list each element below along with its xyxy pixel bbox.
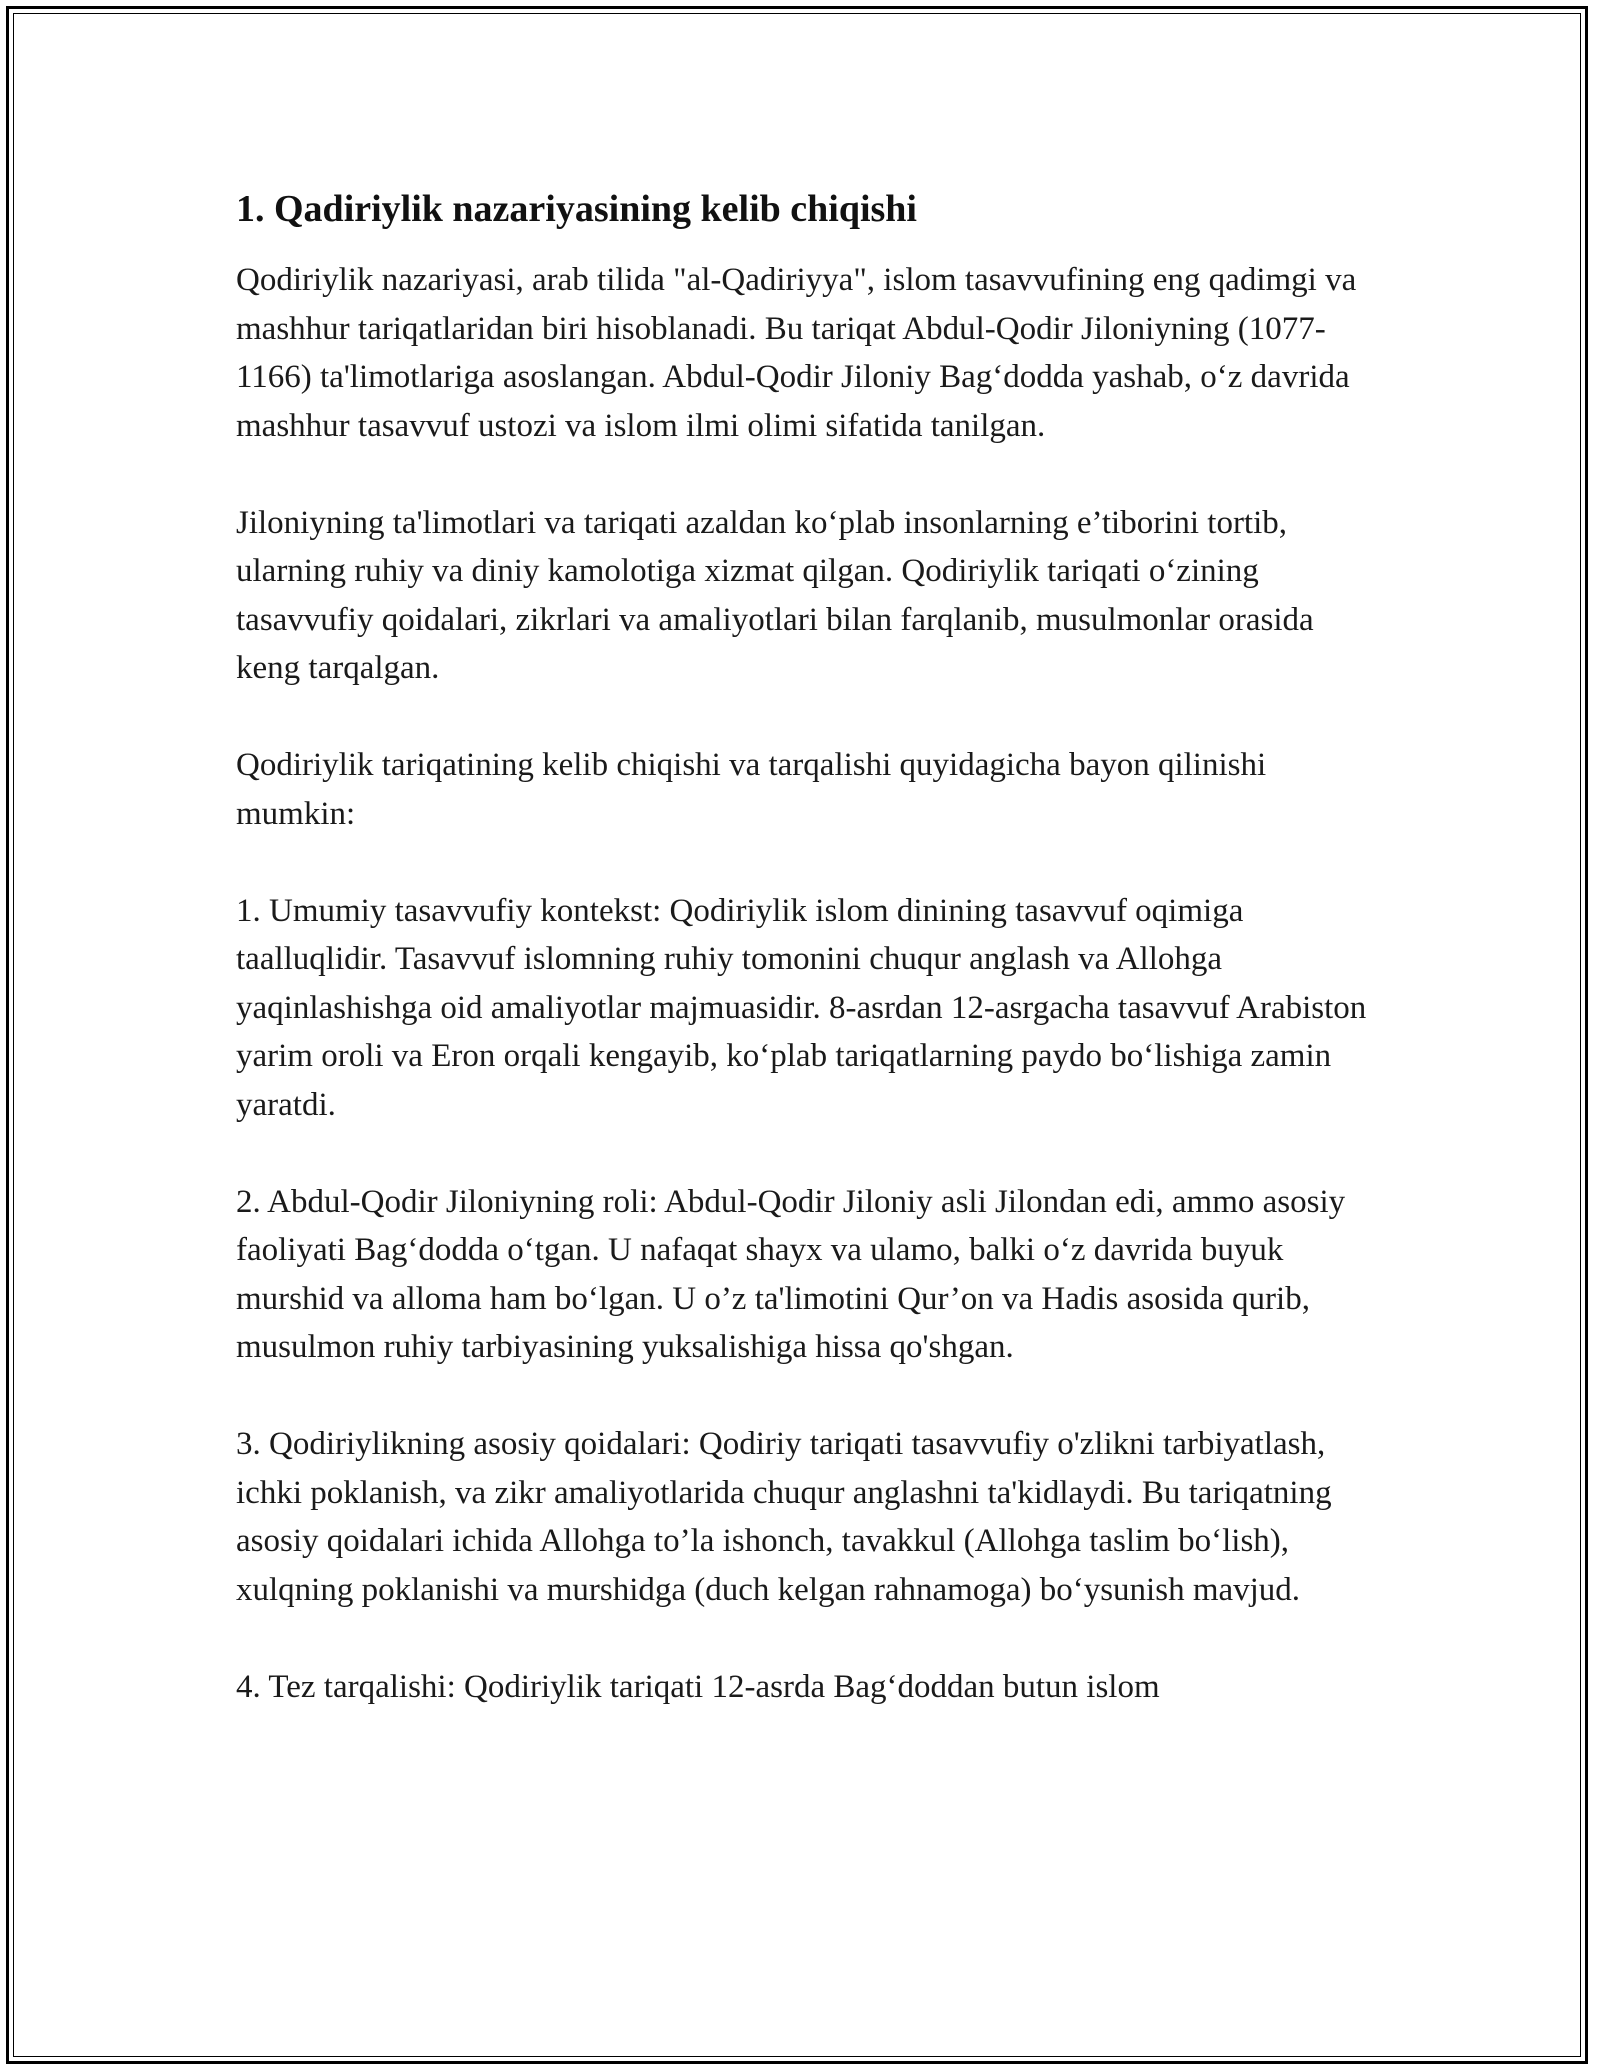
document-body: [236, 186, 1386, 1711]
list-item-general-context: 1. Umumiy tasavvufiy kontekst: Qodiriylik islom dinining tasavvuf oqimiga taalluqlidir. Tasavvuf islomning ruhiy tomonini chuqur anglash va Allohga yaqinlashishga oid amaliyotlar majmuasidir. 8-asrdan 12-asrgacha tasavvuf Arabiston yarim oroli va Eron orqali kengayib, ko‘plab tariqatlarning paydo bo‘lishiga zamin yaratdi.: [236, 892, 1367, 1123]
paragraph-jiloniy-teachings: Jiloniyning ta'limotlari va tariqati azaldan ko‘plab insonlarning e’tiborini tortib, ularning ruhiy va diniy kamolotiga xizmat qilgan. Qodiriylik tariqati o‘zining tasavvufiy qoidalari, zikrlari va amaliyotlari bilan farqlanib, musulmonlar orasida keng tarqalgan.: [236, 504, 1314, 686]
paragraph-intro: Qodiriylik nazariyasi, arab tilida "al-Qadiriyya", islom tasavvufining eng qadimgi va mashhur tariqatlaridan biri hisoblanadi. Bu tariqat Abdul-Qodir Jiloniyning (1077-1166) ta'limotlariga asoslangan. Abdul-Qodir Jiloniy Bag‘dodda yashab, o‘z davrida mashhur tasavvuf ustozi va islom ilmi olimi sifatida tanilgan.: [236, 262, 1357, 444]
list-item-rapid-spread: 4. Tez tarqalishi: Qodiriylik tariqati 12-asrda Bag‘doddan butun islom: [236, 1668, 1160, 1705]
list-item-main-rules: 3. Qodiriylikning asosiy qoidalari: Qodiriy tariqati tasavvufiy o'zlikni tarbiyatlash, ichki poklanish, va zikr amaliyotlarida chuqur anglashni ta'kidlaydi. Bu tariqatning asosiy qoidalari ichida Allohga to’la ishonch, tavakkul (Allohga taslim bo‘lish), xulqning poklanishi va murshidga (duch kelgan rahnamoga) bo‘ysunish mavjud.: [236, 1426, 1332, 1608]
list-item-jiloniy-role: 2. Abdul-Qodir Jiloniyning roli: Abdul-Qodir Jiloniy asli Jilondan edi, ammo asosiy faoliyati Bag‘dodda o‘tgan. U nafaqat shayx va ulamo, balki o‘z davrida buyuk murshid va alloma ham bo‘lgan. U o’z ta'limotini Qur’on va Hadis asosida qurib, musulmon ruhiy tarbiyasining yuksalishiga hissa qo'shgan.: [236, 1183, 1346, 1365]
paragraph-origin-lead: Qodiriylik tariqatining kelib chiqishi va tarqalishi quyidagicha bayon qilinishi mumkin:: [236, 747, 1267, 832]
document-title: 1. Qadiriylik nazariyasining kelib chiqishi: [236, 188, 917, 230]
